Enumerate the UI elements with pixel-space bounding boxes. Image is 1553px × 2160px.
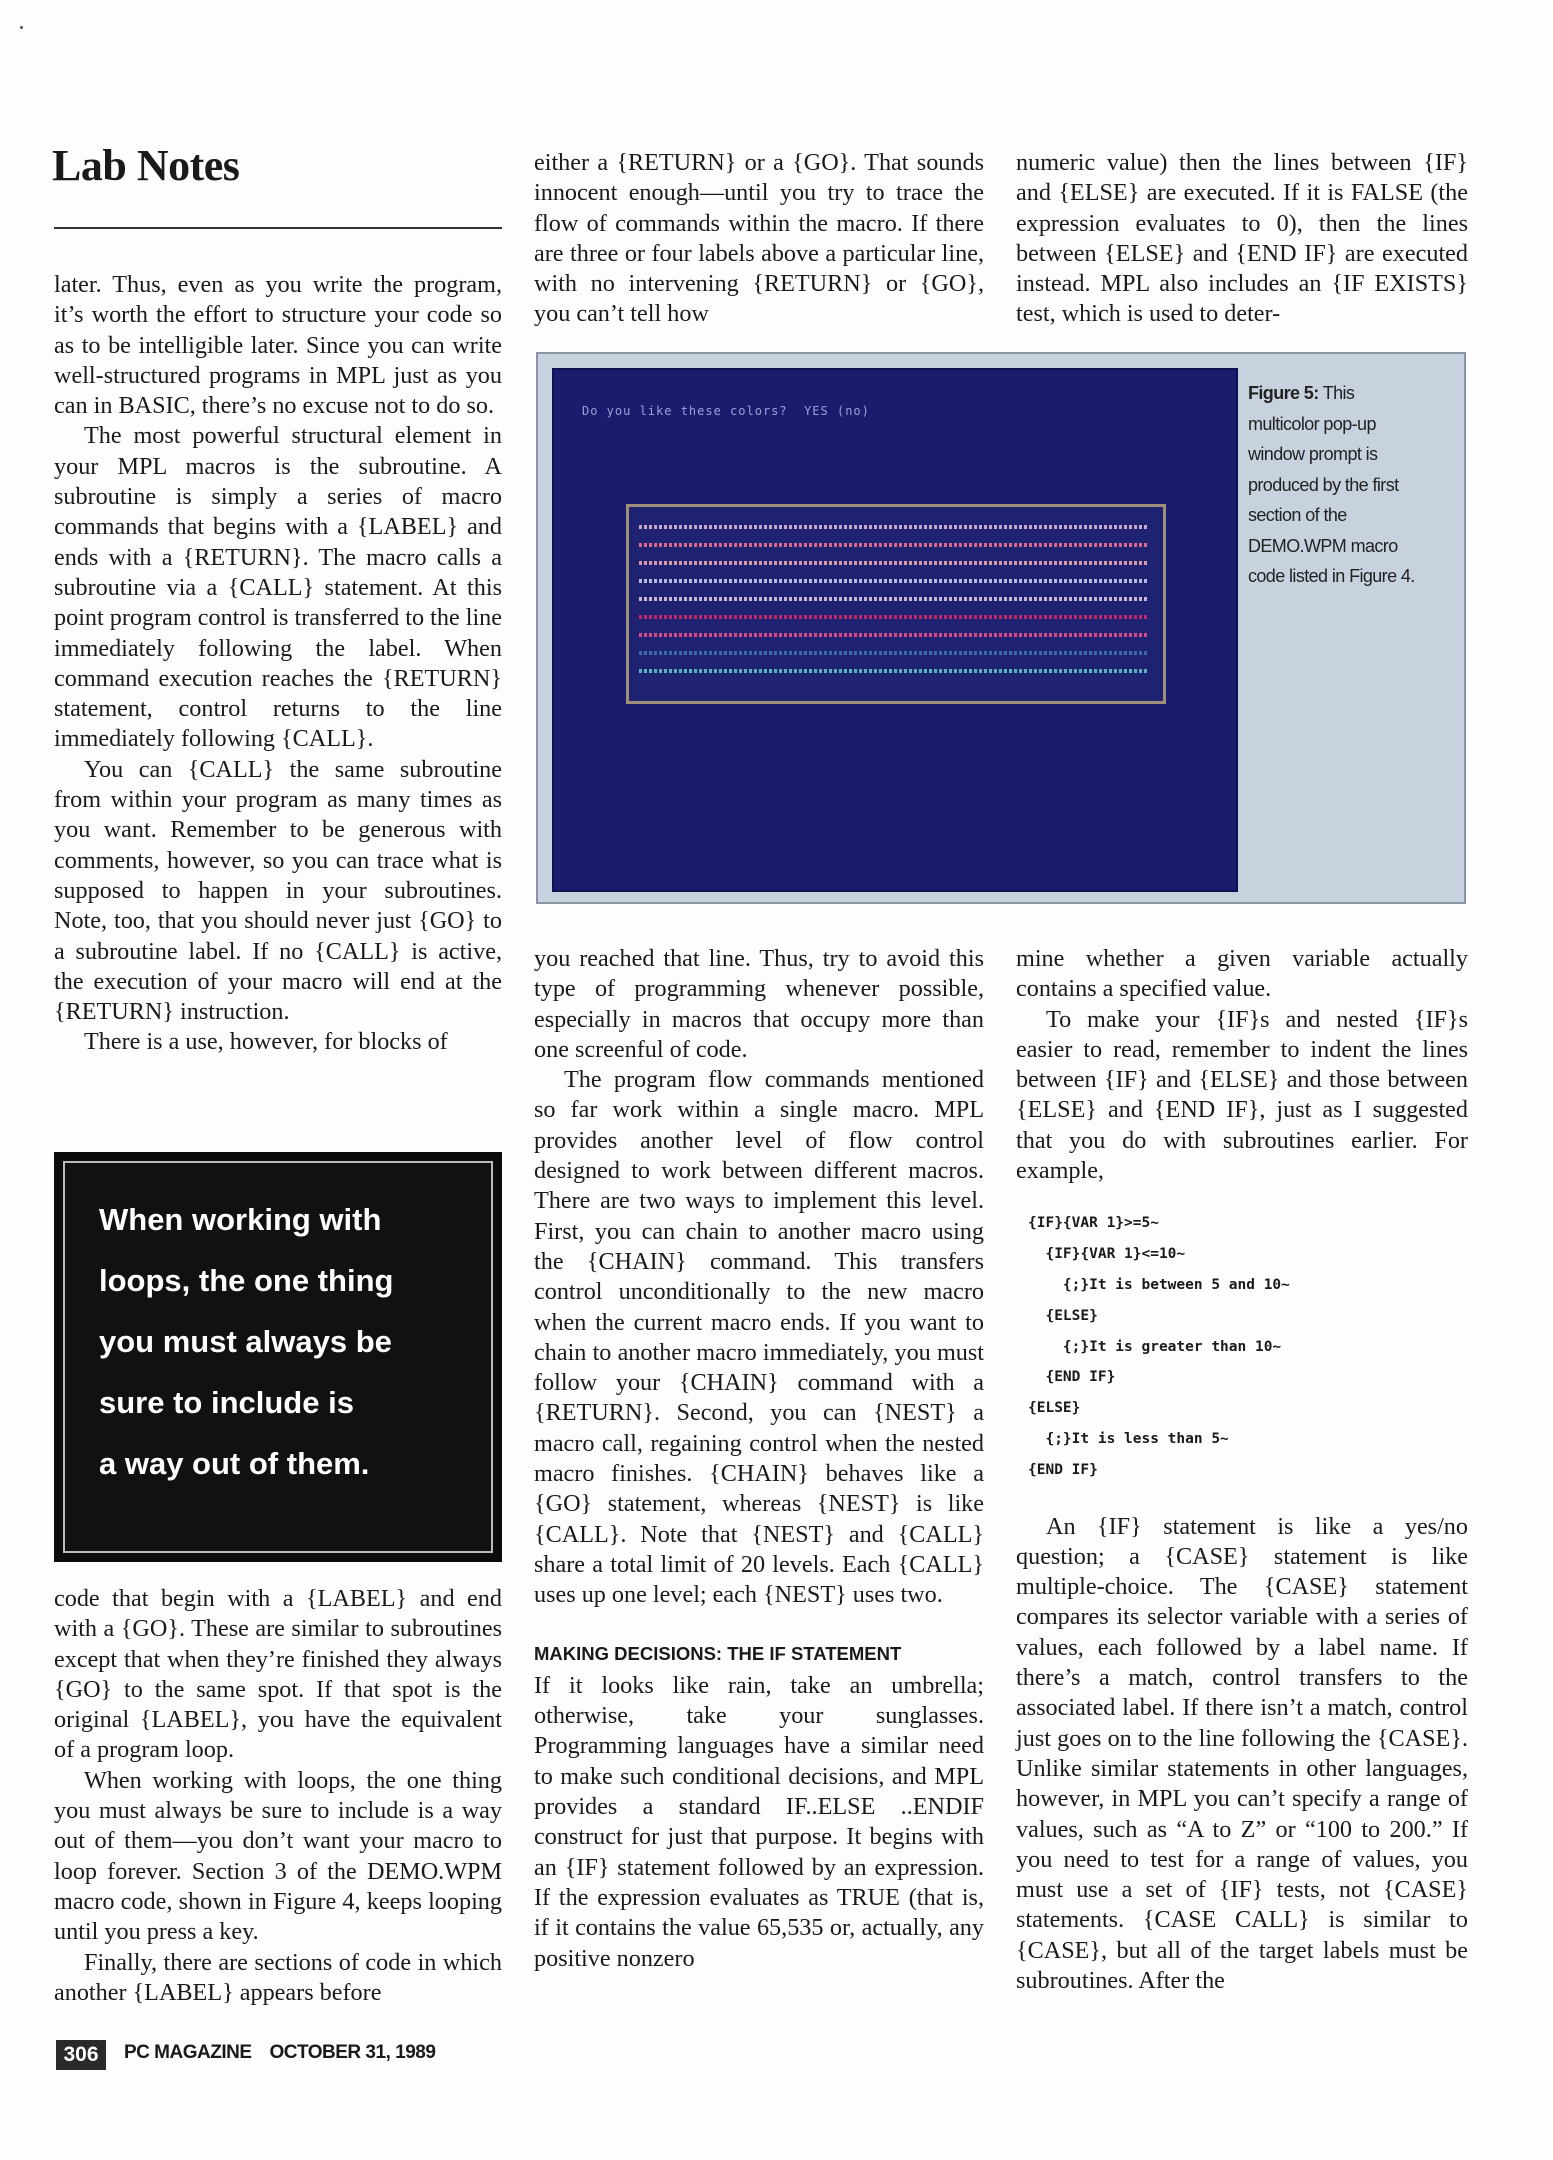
pull-quote-line: a way out of them. <box>99 1446 370 1481</box>
pull-quote-box <box>54 1152 502 1562</box>
paragraph: There is a use, however, for blocks of <box>84 1028 448 1056</box>
section-title: Lab Notes <box>52 141 240 190</box>
popup-color-line <box>639 561 1149 565</box>
figure-caption-label: Figure 5: <box>1248 383 1319 403</box>
pull-quote-line: sure to include is <box>99 1385 354 1420</box>
paragraph: mine whether a given variable actually contains a specified value. <box>1016 945 1468 1003</box>
publication-name: PC MAGAZINE <box>124 2042 252 2063</box>
pull-quote-line: loops, the one thing <box>99 1263 394 1298</box>
title-rule <box>54 227 502 229</box>
popup-color-line <box>639 633 1149 637</box>
paragraph: later. Thus, even as you write the program, it’s worth the effort to structure your code so as to be intelligible later. Since you can write well-structured programs in MPL just as you can in BASIC, there’s no excuse not to do so. <box>54 271 502 420</box>
popup-color-line <box>639 651 1149 655</box>
screen-prompt-text: Do you like these colors? YES (no) <box>582 404 870 418</box>
page-number: 306 <box>56 2040 106 2070</box>
paragraph: The most powerful structural element in your MPL macros is the subroutine. A subroutine is simply a series of macro commands that begins with a {LABEL} and ends with a {RETURN}. The macro calls a subroutine via a {CALL} statement. At this point program control is transferred to the line immediately following the label. When command execution reaches the {RETURN} statement, control returns to the line immediately following {CALL}. <box>54 422 503 753</box>
paragraph: code that begin with a {LABEL} and end with a {GO}. These are similar to subroutines except that when they’re finished they always {GO} to the same spot. If that spot is the original {LABEL}, you have the equivalent of a program loop. <box>54 1585 502 1764</box>
paragraph: The program flow commands mentioned so far work within a single macro. MPL provides another level of flow control designed to work between different macros. There are two ways to implement this level. First, you can chain to another macro using the {CHAIN} command. This transfers control unconditionally to the new macro when the current macro ends. If you want to chain to another macro immediately, you must follow your {CHAIN} command with a {RETURN}. Second, you can {NEST} a macro call, regaining control when the nested macro finishes. {CHAIN} behaves like a {GO} statement, whereas {NEST} is like {CALL}. Note that {NEST} and {CALL} share a total limit of 20 levels. Each {CALL} uses up one level; each {NEST} uses two. <box>534 1066 984 1609</box>
figure-caption-text: This multicolor pop-up window prompt is produced by the first section of the DEMO.WPM macro code listed in Figure 4. <box>1248 383 1415 586</box>
popup-color-line <box>639 615 1149 619</box>
subheading: MAKING DECISIONS: THE IF STATEMENT <box>534 1642 902 1664</box>
screenshot-display <box>552 368 1238 892</box>
paragraph: If it looks like rain, take an umbrella; otherwise, take your sunglasses. Programming languages have a similar need to make such conditional decisions, and MPL provides a standard IF..ELSE ..ENDIF construct for just that purpose. It begins with an {IF} statement followed by an expression. If the expression evaluates as TRUE (that is, if it contains the value 65,535 or, actually, any positive nonzero <box>534 1671 984 1972</box>
paragraph: An {IF} statement is like a yes/no question; a {CASE} statement is like multiple-choice. The {CASE} statement compares its selector variable with a series of values, each followed by a label name. If there’s a match, control transfers to the associated label. If there isn’t a match, control just goes on to the line following the {CASE}. Unlike similar statements in other languages, however, in MPL you can’t specify a range of values, such as “A to Z” or “100 to 200.” If you need to test for a range of values, you must use a set of {IF} tests, not {CASE} statements. {CASE CALL} is similar to {CASE}, but all of the target labels must be subroutines. After the <box>1016 1512 1468 1994</box>
code-listing: {IF}{VAR 1}>=5~ {IF}{VAR 1}<=10~ {;}It is between 5 and 10~ {ELSE} {;}It is greater than 10~ {END IF} {ELSE} {;}It is less than 5~ {END IF} <box>1028 1215 1290 1478</box>
popup-color-line <box>639 543 1149 547</box>
paragraph: When working with loops, the one thing you must always be sure to include is a way out of them—you don’t want your macro to loop forever. Section 3 of the DEMO.WPM macro code, shown in Figure 4, keeps looping until you press a key. <box>54 1766 502 1946</box>
paragraph: To make your {IF}s and nested {IF}s easier to read, remember to indent the lines between {IF} and {ELSE} and those between {ELSE} and {END IF}, just as I suggested that you do with subroutines earlier. For example, <box>1016 1005 1468 1185</box>
issue-date: OCTOBER 31, 1989 <box>269 2042 436 2063</box>
figure-5 <box>536 352 1466 904</box>
paragraph: numeric value) then the lines between {IF} and {ELSE} are executed. If it is FALSE (the expression evaluates to 0), then the lines between {ELSE} and {END IF} are executed instead. MPL also includes an {IF EXISTS} test, which is used to deter- <box>1016 149 1468 328</box>
publication-line <box>124 2042 453 2064</box>
popup-color-line <box>639 525 1149 529</box>
column-1-upper <box>54 270 502 1058</box>
popup-color-line <box>639 579 1149 583</box>
figure-caption <box>1248 378 1428 592</box>
pull-quote-frame <box>63 1161 493 1553</box>
pull-quote-line: you must always be <box>99 1324 392 1359</box>
pull-quote-line: When working with <box>99 1202 382 1237</box>
column-2-upper <box>534 148 984 330</box>
popup-window <box>626 504 1166 704</box>
paragraph: You can {CALL} the same subroutine from within your program as many times as you want. Remember to be generous with comments, however, so you can trace what is supposed to happen in your subroutines. Note, too, that you should never just {GO} to a subroutine label. If no {CALL} is active, the execution of your macro will end at the {RETURN} instruction. <box>54 755 502 1026</box>
column-1-lower <box>54 1584 502 2008</box>
page-speck <box>20 26 23 29</box>
column-2-lower <box>534 944 984 1974</box>
popup-color-line <box>639 669 1149 673</box>
paragraph: you reached that line. Thus, try to avoid this type of programming whenever possible, especially in macros that occupy more than one screenful of code. <box>534 945 984 1063</box>
pull-quote-text <box>99 1189 479 1494</box>
paragraph: Finally, there are sections of code in which another {LABEL} appears before <box>54 1948 502 2006</box>
paragraph: either a {RETURN} or a {GO}. That sounds innocent enough—until you try to trace the flow of commands within the macro. If there are three or four labels above a particular line, with no intervening {RETURN} or {GO}, you can’t tell how <box>534 149 984 328</box>
column-3-lower <box>1016 944 1468 1996</box>
column-3-upper <box>1016 148 1468 330</box>
popup-color-line <box>639 597 1149 601</box>
